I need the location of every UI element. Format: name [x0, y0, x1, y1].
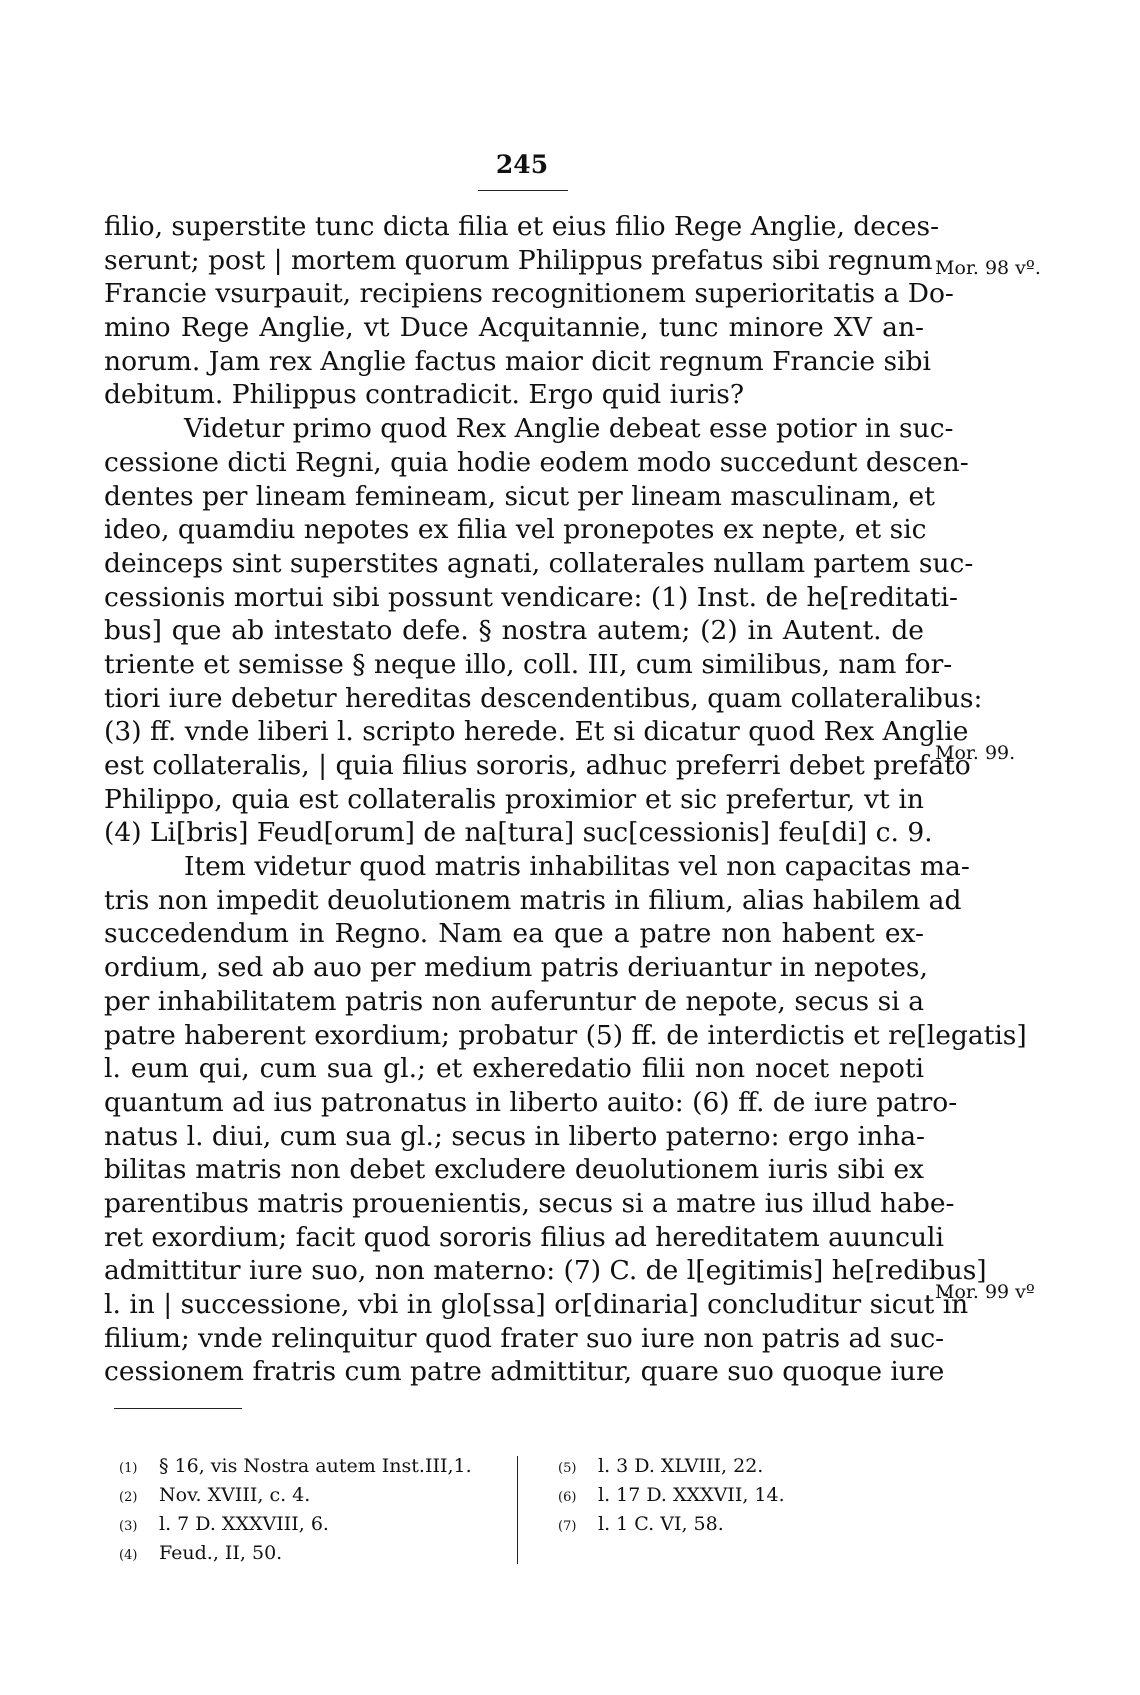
- text-line: bus] que ab intestato defe. § nostra autem; (2) in Autent. de: [104, 615, 924, 647]
- footnote-marker: (6): [558, 1490, 577, 1505]
- footnote-marker: (5): [558, 1461, 577, 1476]
- text-line: debitum. Philippus contradicit. Ergo quid iuris?: [104, 379, 745, 411]
- footnote-text: l. 17 D. XXXVII, 14.: [598, 1484, 785, 1506]
- text-line: mino Rege Anglie, vt Duce Acquitannie, tunc minore XV an-: [104, 312, 924, 344]
- text-line: tiori iure debetur hereditas descendentibus, quam collateralibus:: [104, 682, 983, 714]
- footnote: [119, 1539, 472, 1568]
- footnote-marker: (1): [119, 1461, 138, 1476]
- text-line: Philippo, quia est collateralis proximior et sic prefertur, vt in: [104, 783, 924, 815]
- margin-note: Mor. 98 vº.: [935, 257, 1041, 279]
- text-line: l. in | successione, vbi in glo[ssa] or[dinaria] concluditur sicut in: [104, 1289, 969, 1320]
- text-line: deinceps sint superstites agnati, collaterales nullam partem suc-: [104, 547, 974, 579]
- text-line: Item videtur quod matris inhabilitas vel non capacitas ma-: [184, 851, 970, 883]
- text-line: ordium, sed ab auo per medium patris deriuantur in nepotes,: [104, 952, 928, 984]
- text-line: parentibus matris prouenientis, secus si a matre ius illud habe-: [104, 1187, 955, 1219]
- text-line: serunt; post | mortem quorum Philippus prefatus sibi regnum: [104, 244, 933, 276]
- footnote-text: l. 7 D. XXXVIII, 6.: [159, 1513, 329, 1535]
- footnote-rule: [114, 1408, 242, 1409]
- footnotes-left: [119, 1452, 472, 1568]
- text-line: quantum ad ius patronatus in liberto auito: (6) ff. de iure patro-: [104, 1086, 958, 1118]
- text-line: ret exordium; facit quod sororis filius ad hereditatem auunculi: [104, 1221, 945, 1253]
- footnote-text: l. 3 D. XLVIII, 22.: [598, 1455, 764, 1477]
- footnote-marker: (2): [119, 1490, 138, 1505]
- text-line: cessione dicti Regni, quia hodie eodem modo succedunt descen-: [104, 446, 969, 478]
- text-line: cessionis mortui sibi possunt vendicare: (1) Inst. de he[reditati-: [104, 581, 958, 613]
- text-line: dentes per lineam femineam, sicut per lineam masculinam, et: [104, 480, 935, 512]
- footnote: [119, 1481, 472, 1510]
- footnote: [558, 1452, 785, 1481]
- text-line: cessionem fratris cum patre admittitur, quare suo quoque iure: [104, 1356, 945, 1388]
- text-line: succedendum in Regno. Nam ea que a patre non habent ex-: [104, 918, 924, 950]
- footnote: [558, 1481, 785, 1510]
- text-line: est collateralis, | quia filius sororis, adhuc preferri debet prefato: [104, 750, 971, 781]
- footnote: [558, 1510, 785, 1539]
- footnote-text: Nov. XVIII, c. 4.: [159, 1484, 311, 1506]
- text-line: per inhabilitatem patris non auferuntur de nepote, secus si a: [104, 985, 924, 1017]
- footnote: [119, 1452, 472, 1481]
- text-line: Videtur primo quod Rex Anglie debeat esse potior in suc-: [184, 413, 954, 445]
- footnote-text: l. 1 C. VI, 58.: [598, 1513, 724, 1535]
- text-line: triente et semisse § neque illo, coll. III, cum similibus, nam for-: [104, 648, 953, 680]
- footnote-marker: (3): [119, 1519, 138, 1534]
- text-line: filium; vnde relinquitur quod frater suo iure non patris ad suc-: [104, 1322, 945, 1354]
- text-line: bilitas matris non debet excludere deuolutionem iuris sibi ex: [104, 1154, 924, 1186]
- page-number: 245: [495, 150, 549, 179]
- footnote: [119, 1510, 472, 1539]
- text-line: tris non impedit deuolutionem matris in filium, alias habilem ad: [104, 884, 962, 916]
- text-line: natus l. diui, cum sua gl.; secus in liberto paterno: ergo inha-: [104, 1120, 925, 1152]
- text-line: Francie vsurpauit, recipiens recognitionem superioritatis a Do-: [104, 278, 954, 310]
- footnotes-right: [558, 1452, 785, 1539]
- text-line: admittitur iure suo, non materno: (7) C. de l[egitimis] he[redibus]: [104, 1255, 987, 1287]
- footnote-marker: (7): [558, 1519, 577, 1534]
- footnote-text: Feud., II, 50.: [159, 1542, 283, 1564]
- footnote-marker: (4): [119, 1548, 138, 1563]
- text-line: ideo, quamdiu nepotes ex filia vel pronepotes ex nepte, et sic: [104, 514, 927, 546]
- text-line: (3) ff. vnde liberi l. scripto herede. Et si dicatur quod Rex Anglie: [104, 716, 969, 748]
- text-line: norum. Jam rex Anglie factus maior dicit regnum Francie sibi: [104, 345, 931, 377]
- text-line: (4) Li[bris] Feud[orum] de na[tura] suc[cessionis] feu[di] c. 9.: [104, 817, 933, 849]
- margin-note: Mor. 99 vº: [935, 1281, 1035, 1303]
- margin-note: Mor. 99.: [935, 742, 1016, 764]
- text-line: patre haberent exordium; probatur (5) ff. de interdictis et re[legatis]: [104, 1019, 1027, 1051]
- text-line: l. eum qui, cum sua gl.; et exheredatio filii non nocet nepoti: [104, 1053, 924, 1085]
- text-line: filio, superstite tunc dicta filia et eius filio Rege Anglie, deces-: [104, 211, 940, 242]
- footnote-divider: [517, 1456, 518, 1564]
- footnote-text: § 16, vis Nostra autem Inst.III,1.: [159, 1455, 472, 1477]
- page-number-rule: [478, 190, 568, 191]
